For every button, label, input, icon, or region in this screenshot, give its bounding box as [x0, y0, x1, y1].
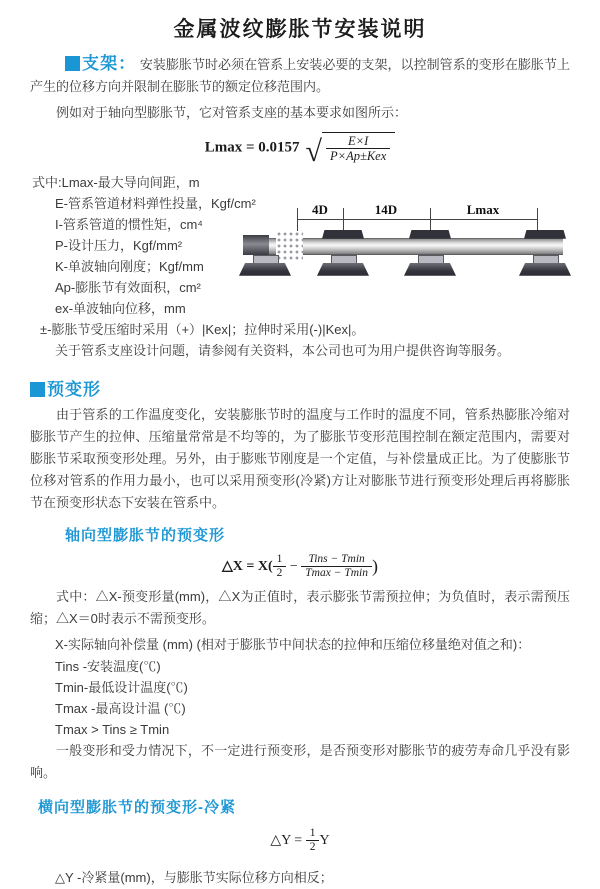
support-pedestal-neck	[253, 255, 279, 264]
support-heading-label: 支架：	[82, 54, 137, 73]
param-line: E-管系管道材料弹性投量，Kgf/cm²	[55, 195, 256, 211]
dy-note-line: △Y -冷紧量(mm)，与膨胀节实际位移方向相反；	[55, 869, 333, 885]
parameter-list-and-diagram	[30, 172, 570, 361]
param-line: ex-单波轴向位移，mm	[55, 300, 186, 316]
support-pedestal-base	[239, 263, 291, 276]
dy-formula-lhs: △Y =	[270, 833, 306, 849]
guide-support-top	[409, 230, 451, 239]
guide-support-top	[322, 230, 364, 239]
param-line: I-管系管道的惯性矩，cm⁴	[55, 216, 203, 232]
param-line: Ap-膨胀节有效面积，cm²	[55, 279, 201, 295]
support-pedestal-neck	[418, 255, 444, 264]
sqrt-symbol: √	[305, 135, 323, 169]
page-title: 金属波纹膨胀节安装说明	[173, 18, 427, 41]
lmax-fraction	[326, 134, 390, 164]
lmax-fraction-denominator: P×Ap±Kex	[326, 148, 390, 163]
support-pedestal-neck	[331, 255, 357, 264]
support-pedestal-neck	[533, 255, 559, 264]
support-intro-text: 安装膨胀节时必须在管系上安装必要的支架，以控制管系的变形在膨胀节上产生的位移方向并限制在膨胀节的额定位移范围内。	[30, 57, 570, 94]
fraction-denominator: Tmax − Tmin	[301, 566, 372, 580]
blue-square-bullet-icon	[30, 382, 45, 397]
temp-def-line: Tins -安装温度(℃)	[55, 659, 161, 675]
lmax-formula	[30, 132, 570, 169]
fraction-numerator: 1	[309, 827, 316, 840]
param-line: K-单波轴向刚度；Kgf/mm	[55, 258, 204, 274]
fraction-denominator: 2	[306, 840, 320, 854]
close-paren: )	[372, 555, 378, 576]
one-half-fraction	[306, 827, 320, 854]
support-pedestal-base	[404, 263, 456, 276]
fraction-denominator: 2	[273, 566, 287, 580]
lateral-subheading: 横向型膨胀节的预变形-冷紧	[38, 799, 236, 817]
sqrt-radical	[305, 132, 396, 169]
dimension-line	[297, 219, 537, 220]
support-section-header	[65, 54, 137, 73]
delta-y-formula	[30, 827, 570, 854]
axial-subheading: 轴向型膨胀节的预变形	[65, 526, 226, 544]
fraction-numerator: Tins − Tmin	[308, 552, 365, 565]
x-definition-line: X-实际轴向补偿量 (mm) (相对于膨胀节中间状态的拉伸和压缩位移量绝对值之和)：	[55, 637, 531, 653]
predeform-body-paragraph: 由于管系的工作温度变化，安装膨胀节时的温度与工作时的温度不同，管系热膨胀冷缩对膨胀节产生的拉伸、压缩量常常是不均等的，为了膨胀节变形范围控制在额定范围内，需要对膨胀节采取预变形处理。另外，由于膨账节刚度是一个定值，与补偿量成正比。为了使膨胀节位移对管系的作用力最小，也可以采用预变形(冷紧)方让对膨胀节进行预变形处理后再将膨胀节在预变形状态下安装在管系中。	[30, 406, 570, 510]
dx-formula-lhs: △X = X(	[221, 558, 273, 574]
predeform-heading-label: 预变形	[47, 379, 101, 399]
anchor-support-graphic	[243, 235, 269, 255]
predeform-section-header	[30, 375, 570, 400]
dy-formula-rhs: Y	[319, 833, 330, 849]
dx-explain-paragraph: 式中：△X-预变形量(mm)，△X为正值时，表示膨张节需预拉伸；为负值时，表示需预压缩；△X＝0时表示不需预变形。	[30, 589, 570, 627]
fraction-numerator: 1	[276, 552, 283, 565]
lmax-formula-lhs: Lmax = 0.0157	[204, 139, 300, 156]
predeform-general-note: 一般变形和受力情况下，不一定进行预变形，是否预变形对膨胀节的疲劳寿命几乎没有影响。	[30, 743, 570, 781]
bellows-graphic	[276, 231, 303, 262]
delta-x-formula	[30, 553, 570, 580]
temp-def-line: Tmax -最高设计温 (℃)	[55, 701, 186, 717]
blue-square-bullet-icon	[65, 56, 80, 71]
param-line: 式中:Lmax-最大导向间距，m	[32, 174, 200, 190]
consult-note-line: 关于管系支座设计问题，请参阅有关资料，本公司也可为用户提供咨询等服务。	[55, 342, 511, 358]
dim-label-4d: 4D	[312, 201, 328, 217]
support-pedestal-base	[519, 263, 571, 276]
dim-label-14d: 14D	[374, 201, 398, 217]
param-line: P-设计压力，Kgf/mm²	[55, 237, 183, 253]
lmax-fraction-numerator: E×I	[348, 134, 369, 148]
temp-inequality-line: Tmax > Tins ≥ Tmin	[55, 722, 170, 738]
support-pedestal-base	[317, 263, 369, 276]
one-half-fraction	[273, 553, 287, 580]
guide-support-top	[524, 230, 566, 239]
support-intro-paragraph	[30, 53, 570, 98]
temperature-ratio-fraction	[301, 553, 372, 580]
plusminus-note-line: ±-膨胀节受压缩时采用（+）|Kex|；拉伸时采用(-)|Kex|。	[40, 321, 365, 337]
pipe-support-diagram	[240, 202, 595, 292]
temp-def-line: Tmin-最低设计温度(℃)	[55, 680, 188, 696]
support-example-line: 例如对于轴向型膨胀节，它对管系支座的基本要求如图所示：	[56, 105, 408, 120]
dim-label-lmax: Lmax	[466, 201, 500, 217]
minus-sign: −	[289, 558, 298, 574]
